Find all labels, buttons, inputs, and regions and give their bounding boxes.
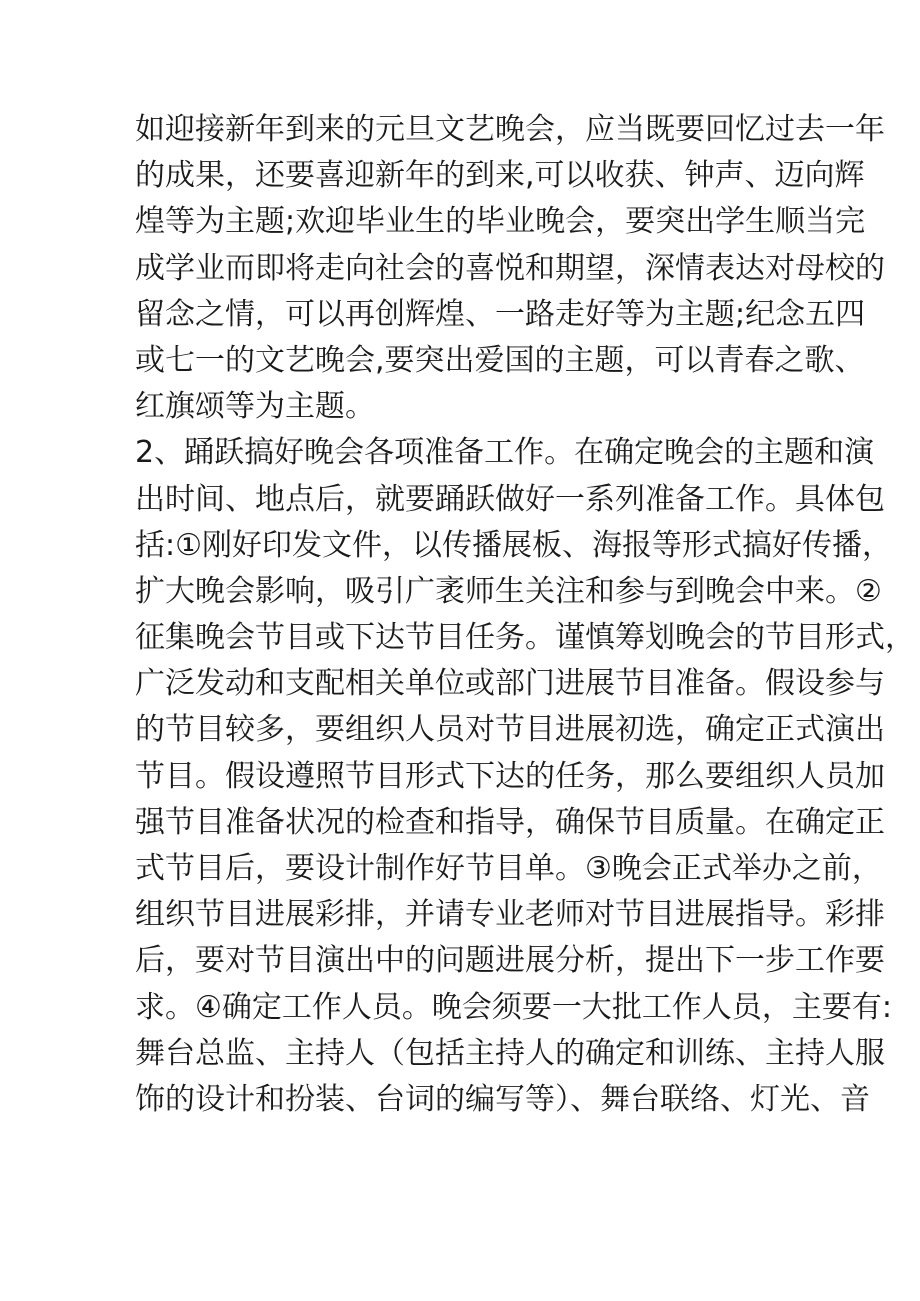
- text-line: 出时间、地点后，就要踊跃做好一系列准备工作。具体包: [135, 481, 885, 517]
- text-line: 煌等为主题;欢迎毕业生的毕业晚会，要突出学生顺当完: [135, 204, 866, 240]
- text-line: 成学业而即将走向社会的喜悦和期望，深情表达对母校的: [135, 250, 885, 286]
- document-body: [135, 107, 915, 1123]
- text-line: 式节目后，要设计制作好节目单。③晚会正式举办之前，: [135, 851, 882, 886]
- text-line: 的节目较多，要组织人员对节目进展初选，确定正式演出: [135, 712, 885, 748]
- text-line: 括:①刚好印发文件，以传播展板、海报等形式搞好传播，: [135, 527, 893, 563]
- text-line: 求。④确定工作人员。晚会须要一大批工作人员，主要有:: [135, 989, 893, 1025]
- paragraph-2: [135, 430, 915, 1123]
- text-line: 如迎接新年到来的元旦文艺晚会，应当既要回忆过去一年: [135, 112, 885, 147]
- text-line: 强节目准备状况的检查和指导，确保节目质量。在确定正: [135, 804, 885, 840]
- text-line: 的成果，还要喜迎新年的到来,可以收获、钟声、迈向辉: [135, 158, 865, 194]
- text-line: 或七一的文艺晚会,要突出爱国的主题，可以青春之歌、: [135, 342, 865, 378]
- text-line: 舞台总监、主持人（包括主持人的确定和训练、主持人服: [135, 1035, 885, 1071]
- text-line: 扩大晚会影响，吸引广袤师生关注和参与到晚会中来。②: [135, 573, 882, 609]
- text-line: 红旗颂等为主题。: [135, 389, 375, 425]
- text-line: 节目。假设遵照节目形式下达的任务，那么要组织人员加: [135, 758, 885, 794]
- text-line: 后，要对节目演出中的问题进展分析，提出下一步工作要: [135, 943, 885, 979]
- text-line: 广泛发动和支配相关单位或部门进展节目准备。假设参与: [135, 666, 885, 702]
- text-line: 组织节目进展彩排，并请专业老师对节目进展指导。彩排: [135, 897, 885, 933]
- text-line: 2、踊跃搞好晚会各项准备工作。在确定晚会的主题和演: [135, 435, 875, 471]
- text-line: 征集晚会节目或下达节目任务。谨慎筹划晚会的节目形式，: [135, 620, 915, 656]
- text-line: 饰的设计和扮装、台词的编写等）、舞台联络、灯光、音: [135, 1081, 870, 1117]
- paragraph-1: [135, 107, 885, 430]
- text-line: 留念之情，可以再创辉煌、一路走好等为主题;纪念五四: [135, 296, 866, 332]
